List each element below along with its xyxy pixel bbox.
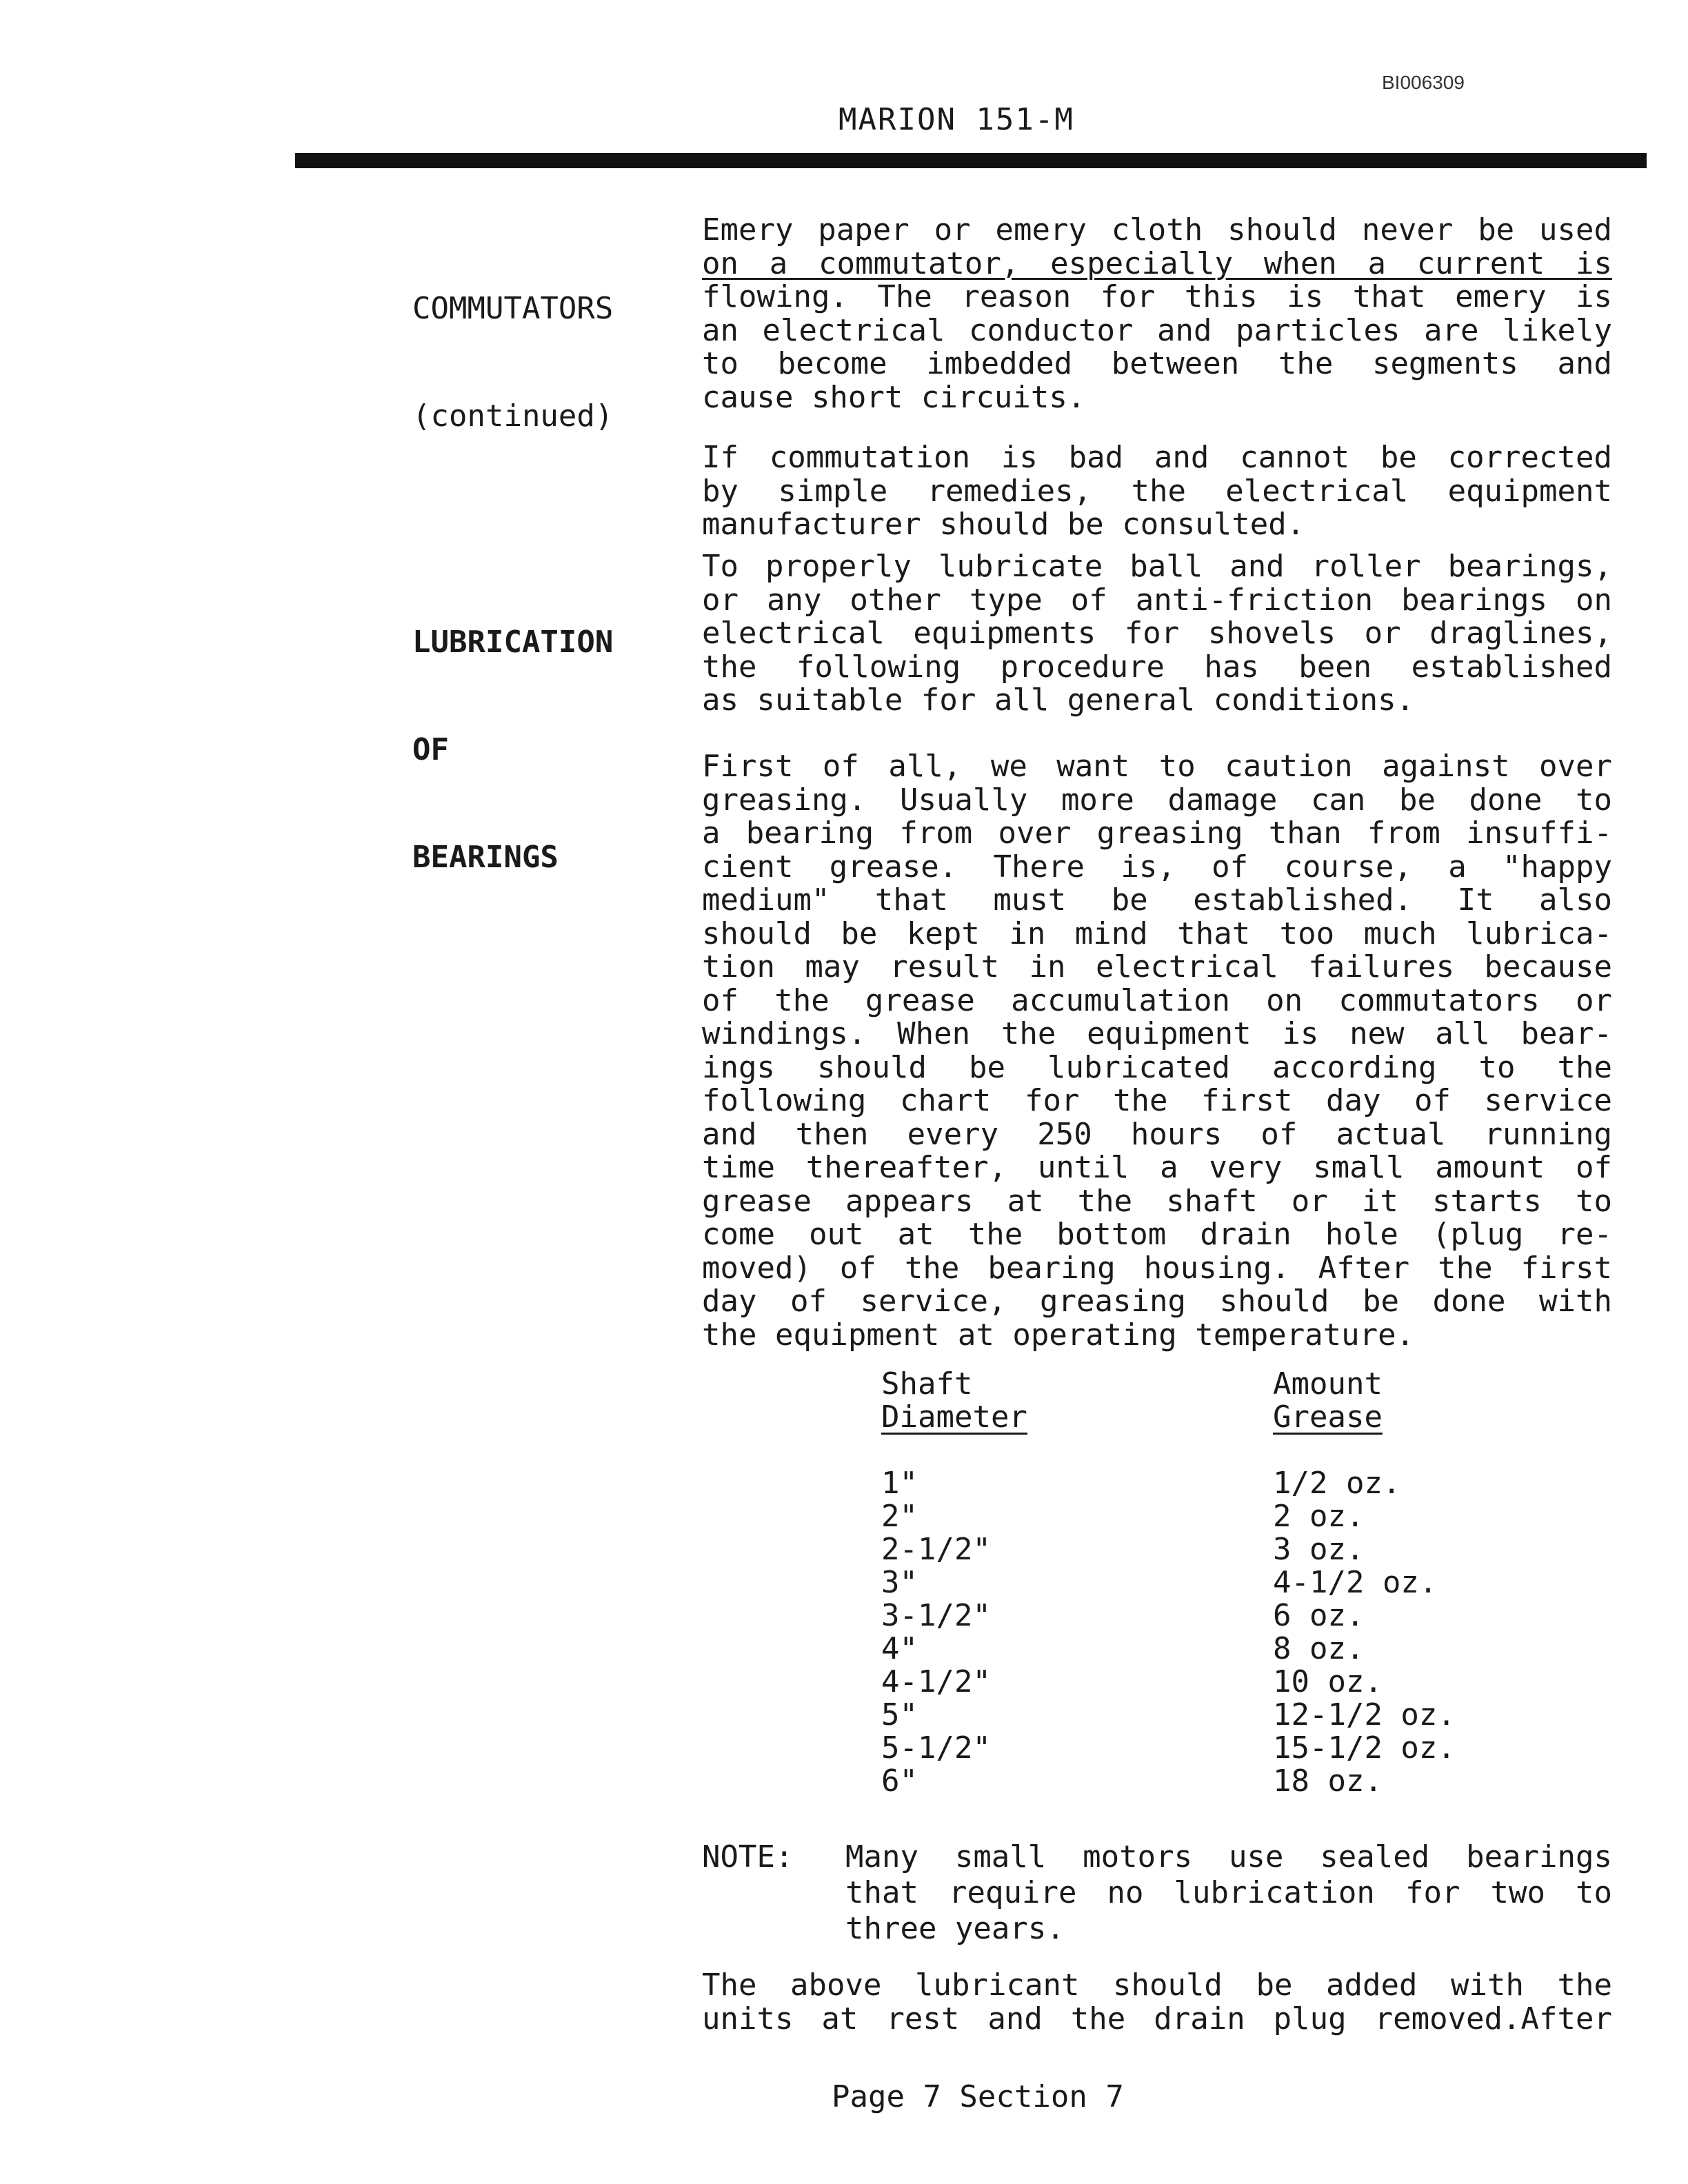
section-heading-line: LUBRICATION [412, 625, 614, 660]
text-line: as suitable for all general conditions. [702, 682, 1415, 718]
table-cell: 1" [881, 1466, 918, 1501]
table-cell: 15-1/2 oz. [1273, 1730, 1456, 1766]
table-cell: 12-1/2 oz. [1273, 1697, 1456, 1732]
text-line: Emery paper or emery cloth should never be used [702, 212, 1612, 247]
table-cell: 6" [881, 1763, 918, 1799]
text-line: three years. [845, 1911, 1065, 1946]
text-line: should be kept in mind that too much lubrica- [702, 916, 1612, 951]
text-line: greasing. Usually more damage can be done to [702, 782, 1612, 818]
text-line: on a commutator, especially when a current is [702, 245, 1612, 281]
text-line: moved) of the bearing housing. After the first [702, 1250, 1612, 1286]
text-line: The above lubricant should be added with the [702, 1968, 1612, 2003]
header-rule [295, 153, 1647, 168]
paragraph-over-greasing [702, 750, 1612, 1352]
table-cell: 3-1/2" [881, 1598, 991, 1633]
text-line: day of service, greasing should be done with [702, 1284, 1612, 1319]
text-line: First of all, we want to caution against over [702, 749, 1612, 784]
document-id: BI006309 [1382, 72, 1465, 93]
table-cell: 5-1/2" [881, 1730, 991, 1766]
text-line: come out at the bottom drain hole (plug re- [702, 1217, 1612, 1252]
table-header-amount-grease [1273, 1368, 1383, 1434]
table-cell: 10 oz. [1273, 1664, 1383, 1699]
section-heading-line: (continued) [412, 398, 614, 434]
text-line: cient grease. There is, of course, a "happy [702, 849, 1612, 884]
table-cell: 2-1/2" [881, 1532, 991, 1567]
text-line: If commutation is bad and cannot be corrected [702, 440, 1612, 475]
table-cell: 5" [881, 1697, 918, 1732]
section-heading-lubrication [412, 553, 613, 911]
table-header-line: Diameter [881, 1399, 1027, 1435]
text-line: Many small motors use sealed bearings [845, 1839, 1612, 1874]
table-cell: 6 oz. [1273, 1598, 1365, 1633]
table-cell: 2" [881, 1499, 918, 1534]
text-line: by simple remedies, the electrical equipment [702, 473, 1612, 509]
text-line: cause short circuits. [702, 379, 1086, 415]
table-header-line: Shaft [881, 1366, 973, 1402]
text-line: following chart for the first day of service [702, 1083, 1612, 1118]
text-line: a bearing from over greasing than from insuffi- [702, 816, 1612, 851]
table-header-shaft-diameter [881, 1368, 1027, 1434]
table-cell: 4-1/2" [881, 1664, 991, 1699]
text-line: or any other type of anti-friction bearings on [702, 582, 1612, 618]
page-footer: Page 7 Section 7 [832, 2079, 1124, 2114]
table-header-line: Grease [1273, 1399, 1383, 1435]
table-cell: 8 oz. [1273, 1631, 1365, 1666]
text-line: manufacturer should be consulted. [702, 507, 1305, 542]
section-heading-commutators [412, 219, 613, 470]
section-heading-line: OF [412, 732, 449, 767]
text-line: to become imbedded between the segments and [702, 346, 1612, 381]
text-line: units at rest and the drain plug removed.After [702, 2001, 1612, 2036]
note-text [845, 1839, 1612, 1947]
section-heading-line: COMMUTATORS [412, 291, 614, 326]
page-title: MARION 151-M [838, 102, 1074, 137]
table-cell: 3" [881, 1565, 918, 1600]
paragraph-lubricant-added [702, 1969, 1612, 2036]
paragraph-commutation [702, 441, 1612, 542]
text-line: ings should be lubricated according to the [702, 1049, 1612, 1085]
text-line: flowing. The reason for this is that emery is [702, 279, 1612, 314]
text-line: the following procedure has been established [702, 649, 1612, 685]
text-line: time thereafter, until a very small amount of [702, 1150, 1612, 1185]
text-line: and then every 250 hours of actual running [702, 1116, 1612, 1152]
text-line: an electrical conductor and particles are likely [702, 312, 1612, 348]
text-line: medium" that must be established. It also [702, 882, 1612, 918]
table-column-diameter [881, 1467, 991, 1798]
note-label: NOTE: [702, 1839, 794, 1874]
text-line: tion may result in electrical failures because [702, 949, 1612, 984]
text-line: electrical equipments for shovels or draglines, [702, 616, 1612, 651]
paragraph-procedure [702, 550, 1612, 718]
section-heading-line: BEARINGS [412, 840, 559, 875]
table-cell: 4-1/2 oz. [1273, 1565, 1438, 1600]
text-line: of the grease accumulation on commutators or [702, 982, 1612, 1018]
text-line: To properly lubricate ball and roller bearings, [702, 549, 1612, 584]
text-line: that require no lubrication for two to [845, 1875, 1612, 1910]
table-cell: 2 oz. [1273, 1499, 1365, 1534]
text-line: windings. When the equipment is new all bear- [702, 1016, 1612, 1051]
text-line: the equipment at operating temperature. [702, 1317, 1415, 1353]
table-cell: 18 oz. [1273, 1763, 1383, 1799]
table-column-amount [1273, 1467, 1456, 1798]
table-header-line: Amount [1273, 1366, 1383, 1402]
table-cell: 3 oz. [1273, 1532, 1365, 1567]
text-line: grease appears at the shaft or it starts to [702, 1183, 1612, 1219]
table-cell: 4" [881, 1631, 918, 1666]
paragraph-emery [702, 214, 1612, 414]
table-cell: 1/2 oz. [1273, 1466, 1401, 1501]
